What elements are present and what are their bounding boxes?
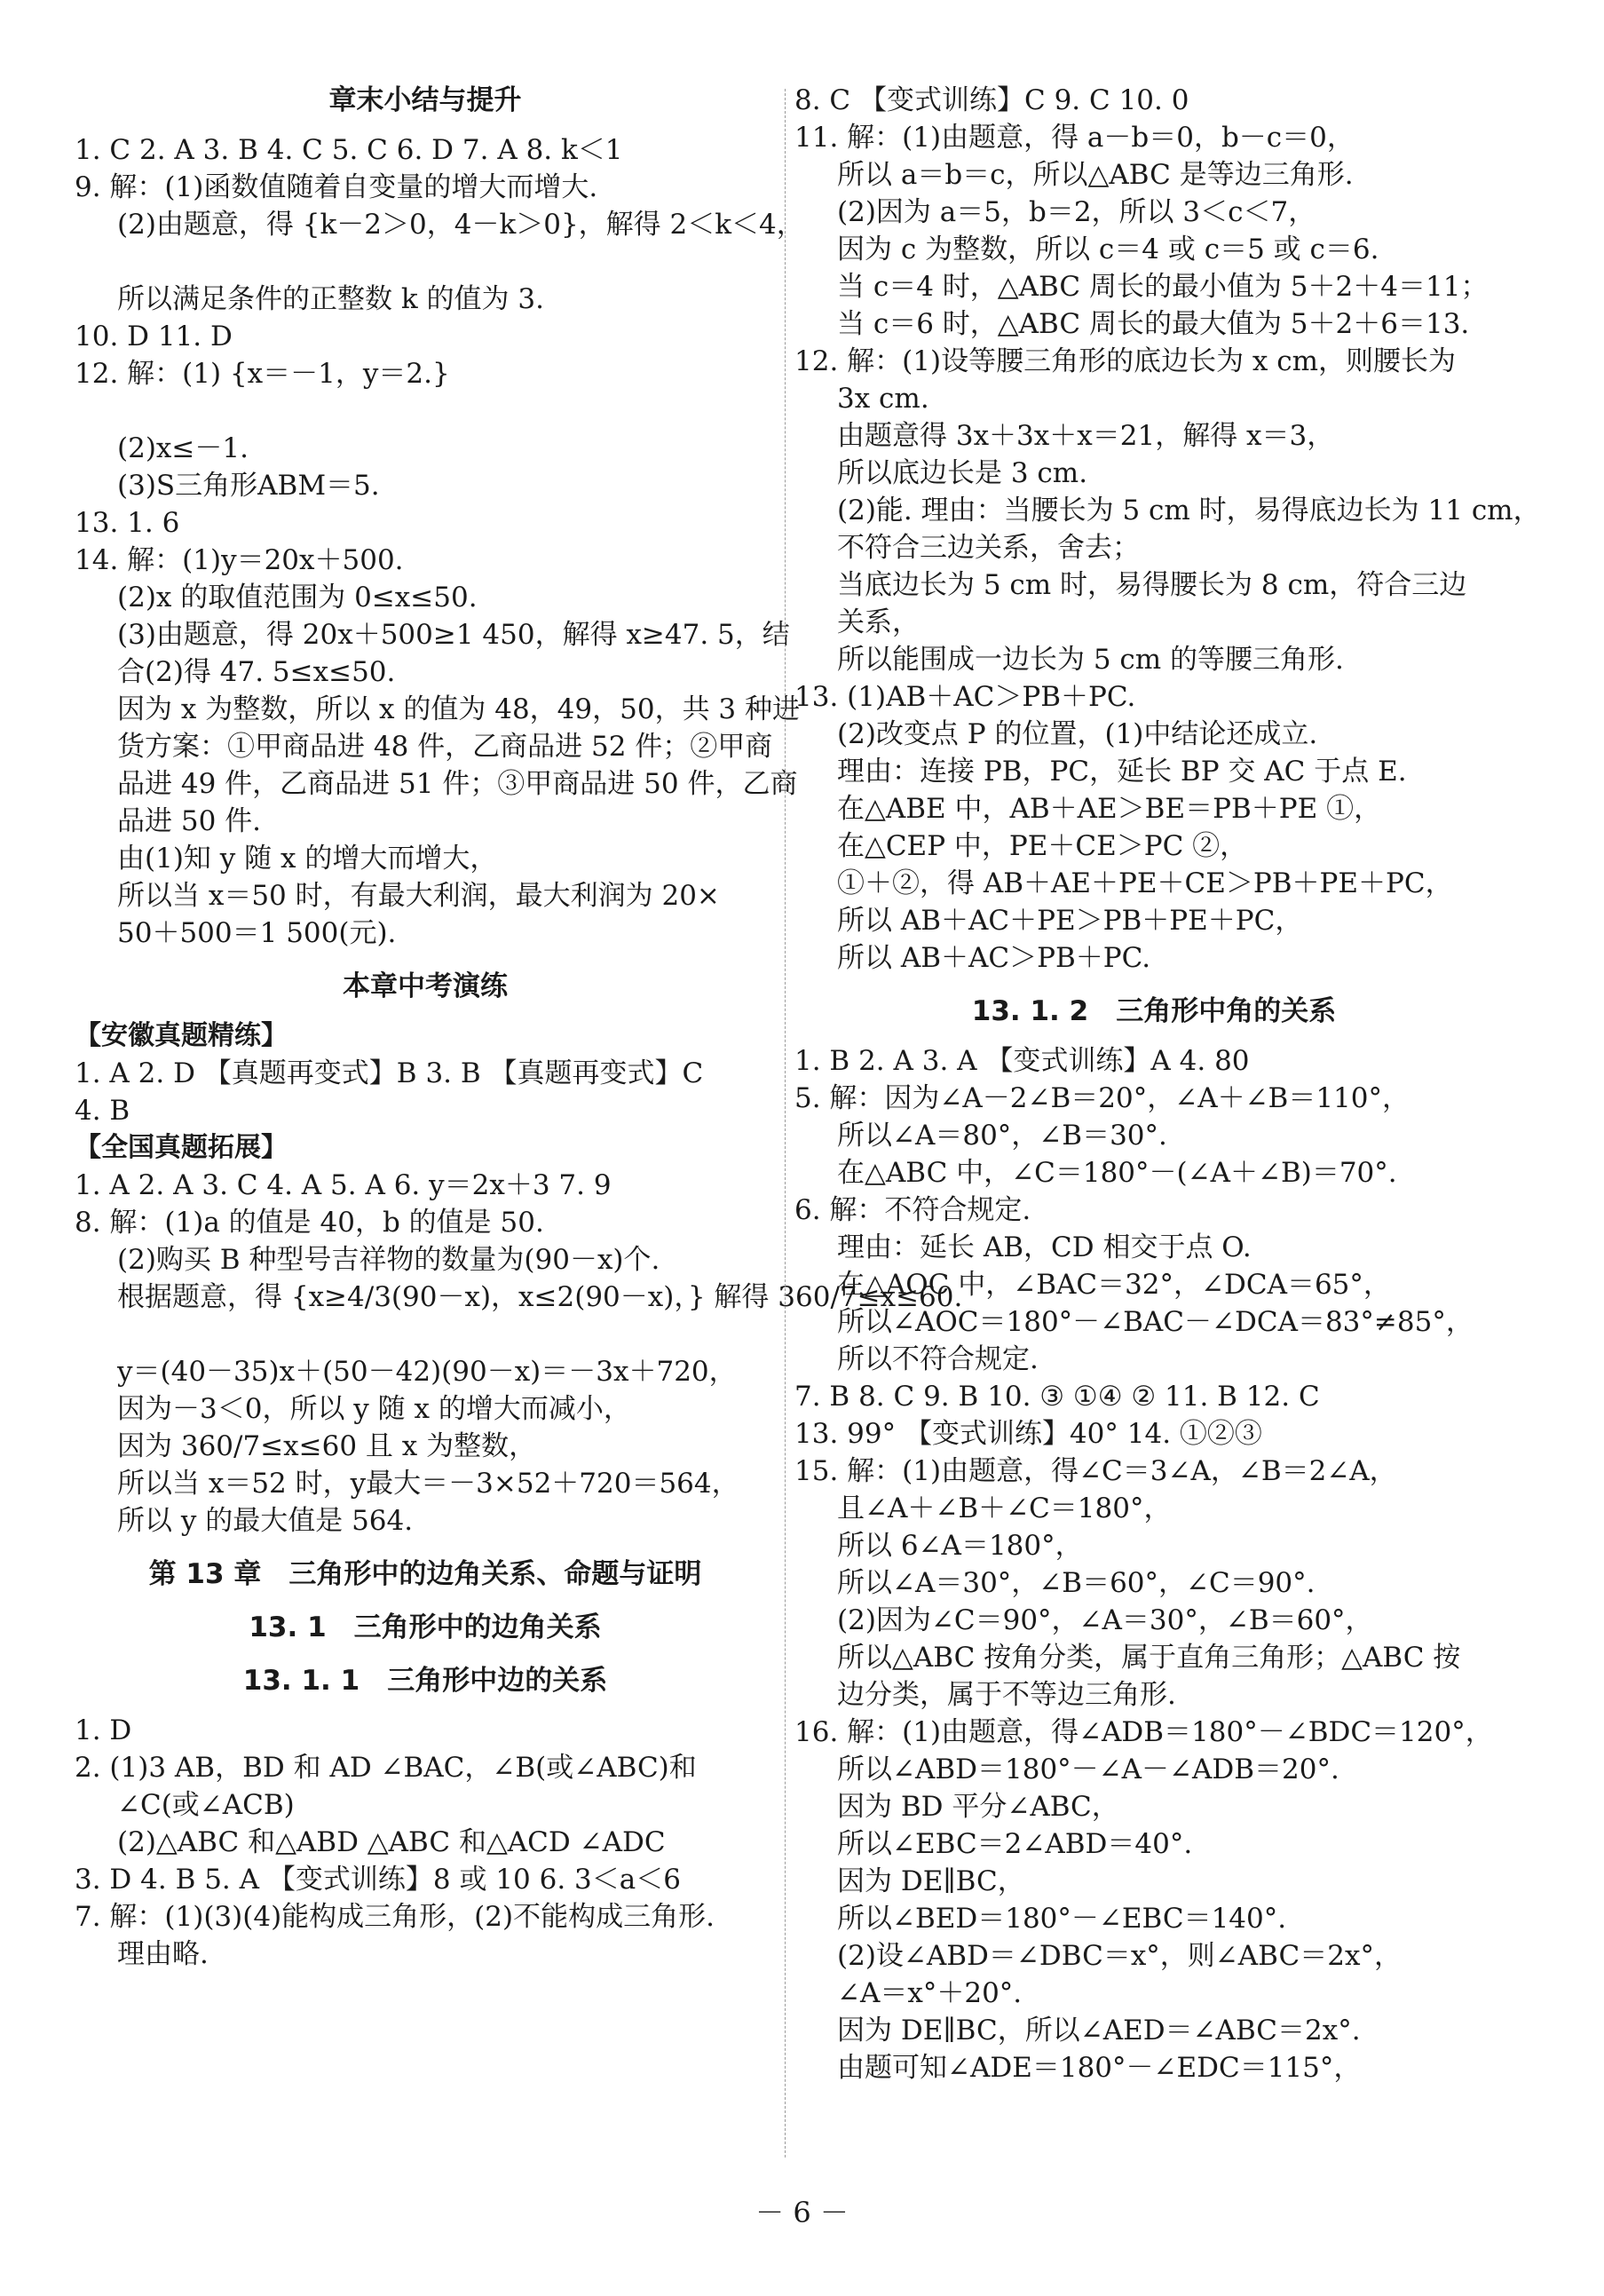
answer-line: 当 c＝4 时，△ABC 周长的最小值为 5＋2＋4＝11； bbox=[837, 271, 1489, 303]
subsection-title-angles: 13. 1. 2 三角形中角的关系 bbox=[971, 995, 1337, 1027]
answer-line: 4. B bbox=[75, 1095, 130, 1127]
answer-line: (2)购买 B 种型号吉祥物的数量为(90－x)个. bbox=[117, 1244, 660, 1276]
answer-line: 当 c＝6 时，△ABC 周长的最大值为 5＋2＋6＝13. bbox=[837, 308, 1470, 340]
answer-line: 1. C 2. A 3. B 4. C 5. C 6. D 7. A 8. k＜1 bbox=[75, 134, 623, 166]
answer-line: 所以∠A＝80°，∠B＝30°. bbox=[837, 1120, 1167, 1152]
answer-line: 在△AOC 中，∠BAC＝32°，∠DCA＝65°， bbox=[837, 1269, 1391, 1301]
answer-line: 理由：延长 AB，CD 相交于点 O. bbox=[837, 1231, 1252, 1263]
answer-line: 13. (1)AB＋AC＞PB＋PC. bbox=[794, 681, 1136, 713]
chapter-summary-answers bbox=[75, 131, 804, 952]
answer-line: 5. 解：因为∠A－2∠B＝20°，∠A＋∠B＝110°， bbox=[794, 1082, 1410, 1114]
answer-line: 因为 DE∥BC， bbox=[837, 1865, 1025, 1897]
answer-line: 1. A 2. A 3. C 4. A 5. A 6. y＝2x＋3 7. 9 bbox=[75, 1169, 612, 1201]
answer-line: 理由：连接 PB，PC，延长 BP 交 AC 于点 E. bbox=[837, 756, 1407, 788]
answer-line: 在△ABE 中，AB＋AE＞BE＝PB＋PE ①， bbox=[837, 793, 1382, 825]
section-title-exam-practice: 本章中考演练 bbox=[343, 970, 508, 1002]
answer-line: 且∠A＋∠B＋∠C＝180°， bbox=[837, 1492, 1172, 1524]
answer-line: 因为 x 为整数，所以 x 的值为 48，49，50，共 3 种进 bbox=[117, 693, 801, 725]
answer-line: 8. 解：(1)a 的值是 40，b 的值是 50. bbox=[75, 1207, 544, 1239]
answer-line: 7. B 8. C 9. B 10. ③ ①④ ② 11. B 12. C bbox=[794, 1381, 1320, 1413]
chapter-title: 第 13 章 三角形中的边角关系、命题与证明 bbox=[148, 1558, 702, 1590]
answer-line: (2)能. 理由：当腰长为 5 cm 时，易得底边长为 11 cm， bbox=[837, 495, 1541, 526]
answer-line: 所以∠ABD＝180°－∠A－∠ADB＝20°. bbox=[837, 1754, 1339, 1785]
answer-line: 8. C 【变式训练】C 9. C 10. 0 bbox=[794, 84, 1189, 116]
answer-line: 不符合三边关系，舍去； bbox=[837, 532, 1140, 564]
answer-line: 因为 360/7≤x≤60 且 x 为整数， bbox=[117, 1430, 537, 1462]
answer-line: 品进 50 件. bbox=[117, 805, 262, 837]
answer-line: 7. 解：(1)(3)(4)能构成三角形，(2)不能构成三角形. bbox=[75, 1901, 715, 1933]
answer-line: 14. 解：(1)y＝20x＋500. bbox=[75, 544, 404, 576]
answer-line: 所以满足条件的正整数 k 的值为 3. bbox=[117, 283, 544, 315]
answer-line: 所以 y 的最大值是 564. bbox=[117, 1505, 414, 1537]
answer-line: (2)因为 a＝5，b＝2，所以 3＜c＜7， bbox=[837, 196, 1316, 228]
answer-line: 所以 AB＋AC＋PE＞PB＋PE＋PC， bbox=[837, 905, 1303, 937]
answer-line: 理由略. bbox=[117, 1938, 209, 1970]
answer-line: ∠A＝x°＋20°. bbox=[837, 1977, 1023, 2009]
section-title: 13. 1 三角形中的边角关系 bbox=[249, 1611, 602, 1643]
answer-line: 由(1)知 y 随 x 的增大而增大， bbox=[117, 843, 498, 875]
answer-line: 1. B 2. A 3. A 【变式训练】A 4. 80 bbox=[794, 1045, 1250, 1077]
answer-line: 在△CEP 中，PE＋CE＞PC ②， bbox=[837, 830, 1248, 862]
answer-line: 根据题意，得 {x≥4/3(90－x)，x≤2(90－x)，} 解得 360/7≤x≤60. bbox=[117, 1281, 963, 1313]
answer-line: 货方案：①甲商品进 48 件，乙商品进 52 件；②甲商 bbox=[117, 731, 773, 763]
answer-line: 12. 解：(1)设等腰三角形的底边长为 x cm，则腰长为 bbox=[794, 345, 1457, 377]
answer-line: 所以当 x＝52 时，y最大＝－3×52＋720＝564， bbox=[117, 1468, 739, 1500]
answer-line: 12. 解：(1) {x＝－1，y＝2.} bbox=[75, 358, 450, 390]
answer-line: 9. 解：(1)函数值随着自变量的增大而增大. bbox=[75, 171, 598, 203]
answer-line: (2)△ABC 和△ABD △ABC 和△ACD ∠ADC bbox=[117, 1826, 666, 1858]
answer-line: 所以底边长是 3 cm. bbox=[837, 457, 1088, 489]
answer-line: 合(2)得 47. 5≤x≤50. bbox=[117, 656, 396, 688]
answer-line: (3)S三角形ABM＝5. bbox=[117, 470, 380, 502]
answer-line: 2. (1)3 AB，BD 和 AD ∠BAC，∠B(或∠ABC)和 bbox=[75, 1752, 697, 1784]
answer-line: 在△ABC 中，∠C＝180°－(∠A＋∠B)＝70°. bbox=[837, 1157, 1397, 1189]
answer-line: 由题意得 3x＋3x＋x＝21，解得 x＝3， bbox=[837, 420, 1335, 452]
answer-line: 15. 解：(1)由题意，得∠C＝3∠A，∠B＝2∠A， bbox=[794, 1455, 1397, 1487]
answer-line: y＝(40－35)x＋(50－42)(90－x)＝－3x＋720， bbox=[117, 1356, 737, 1388]
answer-line: (2)x 的取值范围为 0≤x≤50. bbox=[117, 582, 478, 614]
answer-line: 10. D 11. D bbox=[75, 321, 233, 352]
answer-line: (2)改变点 P 的位置，(1)中结论还成立. bbox=[837, 718, 1318, 750]
answer-line: 13. 99° 【变式训练】40° 14. ①②③ bbox=[794, 1418, 1262, 1450]
answer-line: 所以∠BED＝180°－∠EBC＝140°. bbox=[837, 1903, 1287, 1935]
answer-line: 13. 1. 6 bbox=[75, 507, 180, 539]
answer-line: 50＋500＝1 500(元). bbox=[117, 917, 397, 949]
answer-line: 6. 解：不符合规定. bbox=[794, 1194, 1031, 1226]
answer-line: 1. D bbox=[75, 1714, 132, 1746]
answer-line: (2)设∠ABD＝∠DBC＝x°，则∠ABC＝2x°， bbox=[837, 1940, 1402, 1972]
subsection-anhui: 【安徽真题精练】 bbox=[75, 1020, 288, 1051]
subsection-national: 【全国真题拓展】 bbox=[75, 1132, 288, 1163]
answer-line: (2)x≤－1. bbox=[117, 432, 249, 464]
answer-line: 因为 c 为整数，所以 c＝4 或 c＝5 或 c＝6. bbox=[837, 234, 1379, 265]
answer-line: (2)因为∠C＝90°，∠A＝30°，∠B＝60°， bbox=[837, 1604, 1373, 1636]
column-divider bbox=[785, 89, 786, 2157]
answer-line: 品进 49 件，乙商品进 51 件；③甲商品进 50 件，乙商 bbox=[117, 768, 798, 800]
subsection-title: 13. 1. 1 三角形中边的关系 bbox=[242, 1665, 608, 1697]
answer-line: 所以能围成一边长为 5 cm 的等腰三角形. bbox=[837, 644, 1344, 676]
answer-line: 所以 6∠A＝180°， bbox=[837, 1530, 1083, 1562]
page-number: － 6 － bbox=[755, 2196, 849, 2229]
answer-line: 所以不符合规定. bbox=[837, 1343, 1039, 1375]
answer-line: 所以当 x＝50 时，有最大利润，最大利润为 20× bbox=[117, 880, 720, 912]
answer-line: ∠C(或∠ACB) bbox=[117, 1789, 295, 1821]
answer-line: 因为 BD 平分∠ABC， bbox=[837, 1791, 1119, 1823]
answer-line: 11. 解：(1)由题意，得 a－b＝0，b－c＝0， bbox=[794, 122, 1355, 154]
answer-line: 由题可知∠ADE＝180°－∠EDC＝115°， bbox=[837, 2052, 1362, 2084]
answer-line: 因为－3＜0，所以 y 随 x 的增大而减小， bbox=[117, 1393, 631, 1425]
answer-line: 所以△ABC 按角分类，属于直角三角形；△ABC 按 bbox=[837, 1642, 1461, 1674]
answer-line: 边分类，属于不等边三角形. bbox=[837, 1679, 1176, 1711]
answer-line: (2)由题意，得 {k－2＞0，4－k＞0}，解得 2＜k＜4， bbox=[117, 209, 804, 241]
answer-line: 1. A 2. D 【真题再变式】B 3. B 【真题再变式】C bbox=[75, 1057, 704, 1089]
answer-line: 所以∠AOC＝180°－∠BAC－∠DCA＝83°≠85°， bbox=[837, 1306, 1474, 1338]
right-column bbox=[794, 82, 1541, 2086]
section-title-chapter-summary: 章末小结与提升 bbox=[328, 84, 522, 116]
answer-line: 3x cm. bbox=[837, 383, 929, 415]
answer-line: 因为 DE∥BC，所以∠AED＝∠ABC＝2x°. bbox=[837, 2015, 1361, 2047]
answer-line: 所以∠EBC＝2∠ABD＝40°. bbox=[837, 1828, 1193, 1860]
answer-line: 所以 AB＋AC＞PB＋PC. bbox=[837, 942, 1151, 974]
answer-line: 所以∠A＝30°，∠B＝60°，∠C＝90°. bbox=[837, 1567, 1316, 1599]
answer-line: 当底边长为 5 cm 时，易得腰长为 8 cm，符合三边 bbox=[837, 569, 1467, 601]
answer-line: 3. D 4. B 5. A 【变式训练】8 或 10 6. 3＜a＜6 bbox=[75, 1864, 681, 1896]
answer-line: 16. 解：(1)由题意，得∠ADB＝180°－∠BDC＝120°， bbox=[794, 1716, 1493, 1748]
answer-line: ①＋②，得 AB＋AE＋PE＋CE＞PB＋PE＋PC， bbox=[837, 867, 1453, 899]
answer-line: 所以 a＝b＝c，所以△ABC 是等边三角形. bbox=[837, 159, 1354, 191]
answer-line: 关系， bbox=[837, 606, 920, 638]
answer-line: (3)由题意，得 20x＋500≥1 450，解得 x≥47. 5，结 bbox=[117, 619, 790, 651]
